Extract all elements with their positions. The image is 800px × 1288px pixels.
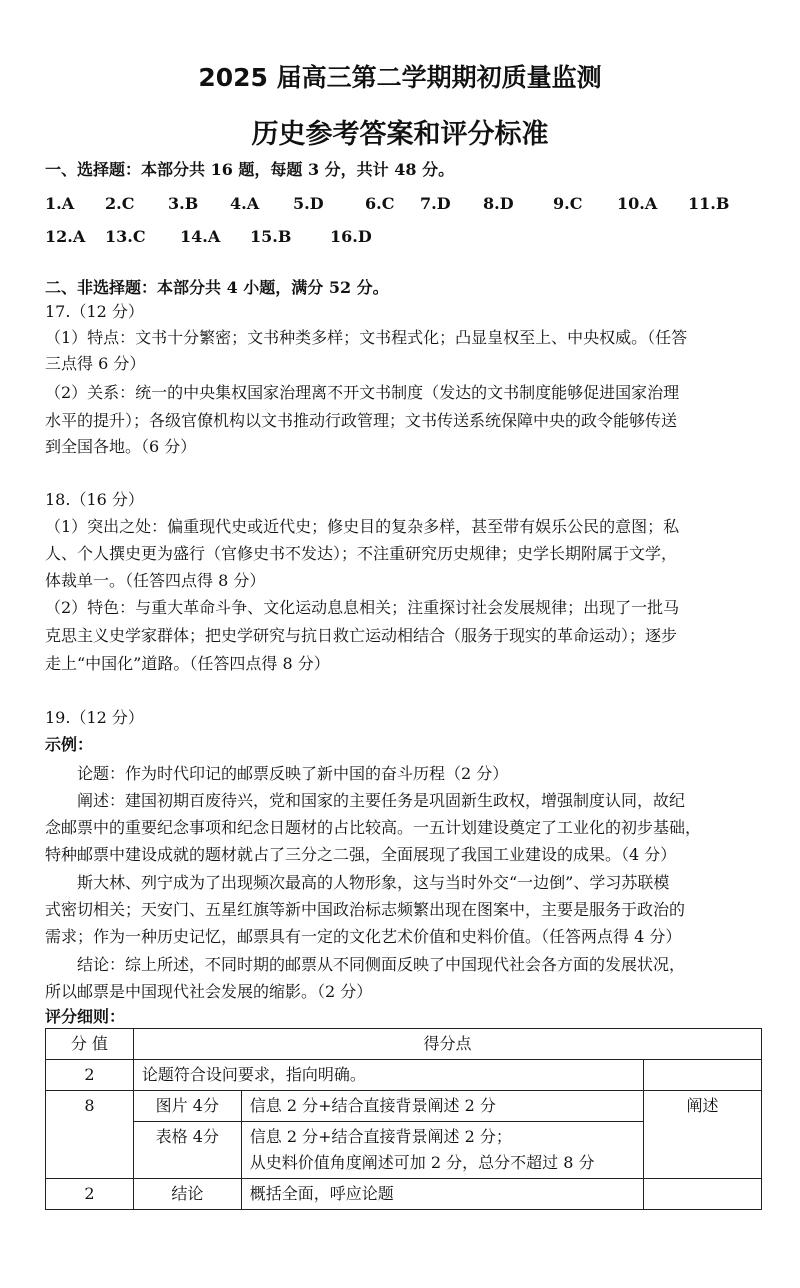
- answer-text: 所以邮票是中国现代社会发展的缩影。（2 分）: [45, 982, 373, 1001]
- label-cell: 结论: [133, 1179, 241, 1210]
- answer-text: 特种邮票中建设成就的题材就占了三分之二强，全面展现了我国工业建设的成果。（4 分）: [45, 845, 677, 864]
- answer-item: 4.A: [230, 194, 260, 213]
- question-heading: 18.（16 分）: [45, 490, 144, 509]
- answer-item: 5.D: [293, 194, 324, 213]
- label-cell: 表格 4分: [133, 1122, 241, 1179]
- point-cell: 信息 2 分+结合直接背景阐述 2 分: [241, 1091, 643, 1122]
- side-cell: 阐述: [644, 1091, 762, 1179]
- table-header-row: [46, 1029, 762, 1060]
- scoring-table: [45, 1028, 762, 1210]
- point-line: 信息 2 分+结合直接背景阐述 2 分；: [249, 1127, 512, 1146]
- answer-item: 13.C: [105, 227, 146, 246]
- answer-item: 14.A: [180, 227, 221, 246]
- answer-item: 6.C: [365, 194, 395, 213]
- answer-item: 15.B: [250, 227, 292, 246]
- answer-item: 7.D: [420, 194, 451, 213]
- question-heading: 19.（12 分）: [45, 708, 144, 727]
- answer-text: 到全国各地。（6 分）: [45, 437, 197, 456]
- rubric-label: 评分细则：: [45, 1007, 126, 1026]
- answer-item: 8.D: [483, 194, 514, 213]
- answer-item: 16.D: [330, 227, 372, 246]
- score-cell: 2: [46, 1179, 134, 1210]
- table-row: [46, 1091, 762, 1122]
- answer-item: 1.A: [45, 194, 75, 213]
- answer-text: 需求；作为一种历史记忆，邮票具有一定的文化艺术价值和史料价值。（任答两点得 4 分）: [45, 927, 682, 946]
- answer-text: 人、个人撰史更为盛行（官修史书不发达）；不注重研究历史规律；史学长期附属于文学，: [45, 544, 678, 563]
- answer-text: 体裁单一。（任答四点得 8 分）: [45, 571, 266, 590]
- point-cell: 概括全面，呼应论题: [241, 1179, 643, 1210]
- score-cell: 2: [46, 1060, 134, 1091]
- section-choice-heading: 一、选择题：本部分共 16 题，每题 3 分，共计 48 分。: [45, 160, 455, 179]
- answer-text: 克思主义史学家群体；把史学研究与抗日救亡运动相结合（服务于现实的革命运动）；逐步: [45, 626, 678, 645]
- section-essay-heading: 二、非选择题：本部分共 4 小题，满分 52 分。: [45, 278, 389, 297]
- score-cell: 8: [46, 1091, 134, 1179]
- side-cell: [644, 1060, 762, 1091]
- page-title: 2025 届高三第二学期期初质量监测: [198, 63, 602, 92]
- answer-text: 斯大林、列宁成为了出现频次最高的人物形象，这与当时外交“一边倒”、学习苏联模: [77, 873, 670, 892]
- answer-text: （1）特点：文书十分繁密；文书种类多样；文书程式化；凸显皇权至上、中央权威。（任答: [45, 328, 688, 347]
- example-label: 示例：: [45, 735, 94, 754]
- answer-text: 水平的提升）；各级官僚机构以文书推动行政管理；文书传送系统保障中央的政令能够传送: [45, 411, 678, 430]
- answer-text: 走上“中国化”道路。（任答四点得 8 分）: [45, 654, 330, 673]
- answer-text: 念邮票中的重要纪念事项和纪念日题材的占比较高。一五计划建设奠定了工业化的初步基础，: [45, 818, 702, 837]
- answer-item: 10.A: [617, 194, 658, 213]
- answer-text: （2）特色：与重大革命斗争、文化运动息息相关；注重探讨社会发展规律；出现了一批马: [45, 598, 680, 617]
- point-cell: [241, 1122, 643, 1179]
- header-score: 分 值: [46, 1029, 134, 1060]
- answer-item: 9.C: [553, 194, 583, 213]
- point-line: 从史料价值角度阐述可加 2 分，总分不超过 8 分: [249, 1153, 595, 1172]
- point-cell: 论题符合设问要求，指向明确。: [133, 1060, 643, 1091]
- header-points: 得分点: [133, 1029, 761, 1060]
- page-subtitle: 历史参考答案和评分标准: [251, 119, 549, 150]
- answer-text: （2）关系：统一的中央集权国家治理离不开文书制度（发达的文书制度能够促进国家治理: [45, 383, 680, 402]
- table-row: [46, 1060, 762, 1091]
- answer-item: 2.C: [105, 194, 135, 213]
- answer-text: 三点得 6 分）: [45, 354, 146, 373]
- answer-text: （1）突出之处：偏重现代史或近代史；修史目的复杂多样，甚至带有娱乐公民的意图；私: [45, 517, 680, 536]
- answer-text: 式密切相关；天安门、五星红旗等新中国政治标志频繁出现在图案中，主要是服务于政治的: [45, 900, 686, 919]
- answer-text: 论题：作为时代印记的邮票反映了新中国的奋斗历程（2 分）: [77, 764, 509, 783]
- side-cell: [644, 1179, 762, 1210]
- answer-text: 结论：综上所述，不同时期的邮票从不同侧面反映了中国现代社会各方面的发展状况，: [77, 955, 686, 974]
- question-heading: 17.（12 分）: [45, 302, 144, 321]
- answer-item: 11.B: [688, 194, 730, 213]
- table-row: [46, 1179, 762, 1210]
- answer-item: 12.A: [45, 227, 86, 246]
- label-cell: 图片 4分: [133, 1091, 241, 1122]
- answer-text: 阐述：建国初期百废待兴，党和国家的主要任务是巩固新生政权，增强制度认同，故纪: [77, 791, 686, 810]
- answer-item: 3.B: [168, 194, 199, 213]
